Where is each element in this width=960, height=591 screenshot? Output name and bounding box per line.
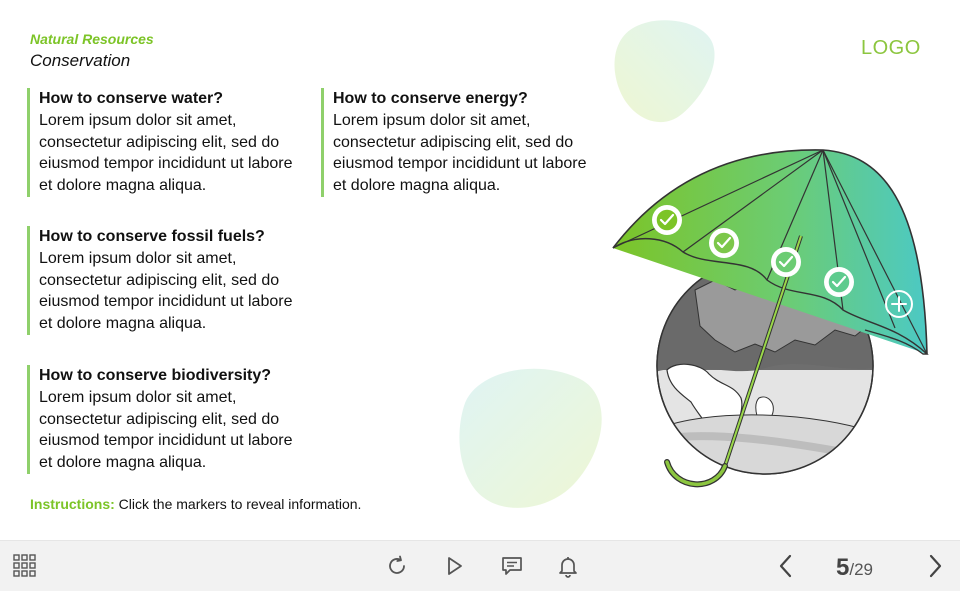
instructions [30, 496, 361, 512]
info-block-fossil-fuels [27, 226, 309, 335]
block-body: Lorem ipsum dolor sit amet, consectetur adipiscing elit, sed do eiusmod tempor incididunt ut labore et dolore magna aliqua. [39, 389, 293, 472]
chevron-left-icon [774, 554, 798, 578]
play-icon [442, 554, 466, 578]
next-slide-button[interactable] [920, 551, 950, 581]
block-title: How to conserve water? [39, 90, 224, 107]
block-body: Lorem ipsum dolor sit amet, consectetur adipiscing elit, sed do eiusmod tempor incididunt ut labore et dolore magna aliqua. [39, 112, 293, 195]
decorative-blob-bottom [456, 366, 608, 514]
grid-menu-icon [12, 553, 38, 579]
logo: LOGO [861, 37, 921, 59]
chevron-right-icon [923, 554, 947, 578]
instructions-text: Click the markers to reveal information. [114, 496, 362, 512]
instructions-label: Instructions: [30, 496, 115, 512]
marker-1[interactable] [652, 205, 682, 235]
replay-button[interactable] [382, 551, 412, 581]
marker-3[interactable] [771, 247, 801, 277]
captions-icon [500, 554, 524, 578]
category-label: Natural Resources [30, 31, 154, 47]
block-body: Lorem ipsum dolor sit amet, consectetur adipiscing elit, sed do eiusmod tempor incididunt ut labore et dolore magna aliqua. [39, 250, 293, 333]
info-block-water [27, 88, 309, 197]
previous-slide-button[interactable] [771, 551, 801, 581]
current-page: 5 [836, 554, 850, 581]
play-button[interactable] [439, 551, 469, 581]
block-title: How to conserve fossil fuels? [39, 228, 265, 245]
umbrella-globe-illustration [605, 140, 945, 495]
captions-button[interactable] [497, 551, 527, 581]
block-body: Lorem ipsum dolor sit amet, consectetur adipiscing elit, sed do eiusmod tempor incididunt ut labore et dolore magna aliqua. [333, 112, 587, 195]
bell-icon [556, 554, 580, 578]
marker-4[interactable] [824, 267, 854, 297]
block-title: How to conserve energy? [333, 90, 528, 107]
page-indicator [836, 553, 873, 581]
info-block-energy [321, 88, 603, 197]
block-title: How to conserve biodiversity? [39, 367, 272, 384]
menu-button[interactable] [10, 551, 40, 581]
info-block-biodiversity [27, 365, 309, 474]
marker-2[interactable] [709, 228, 739, 258]
replay-icon [385, 554, 409, 578]
player-toolbar [0, 540, 960, 591]
total-pages: /29 [849, 560, 873, 579]
slide-title: Conservation [30, 51, 131, 70]
decorative-blob-top [610, 18, 718, 124]
notifications-button[interactable] [553, 551, 583, 581]
